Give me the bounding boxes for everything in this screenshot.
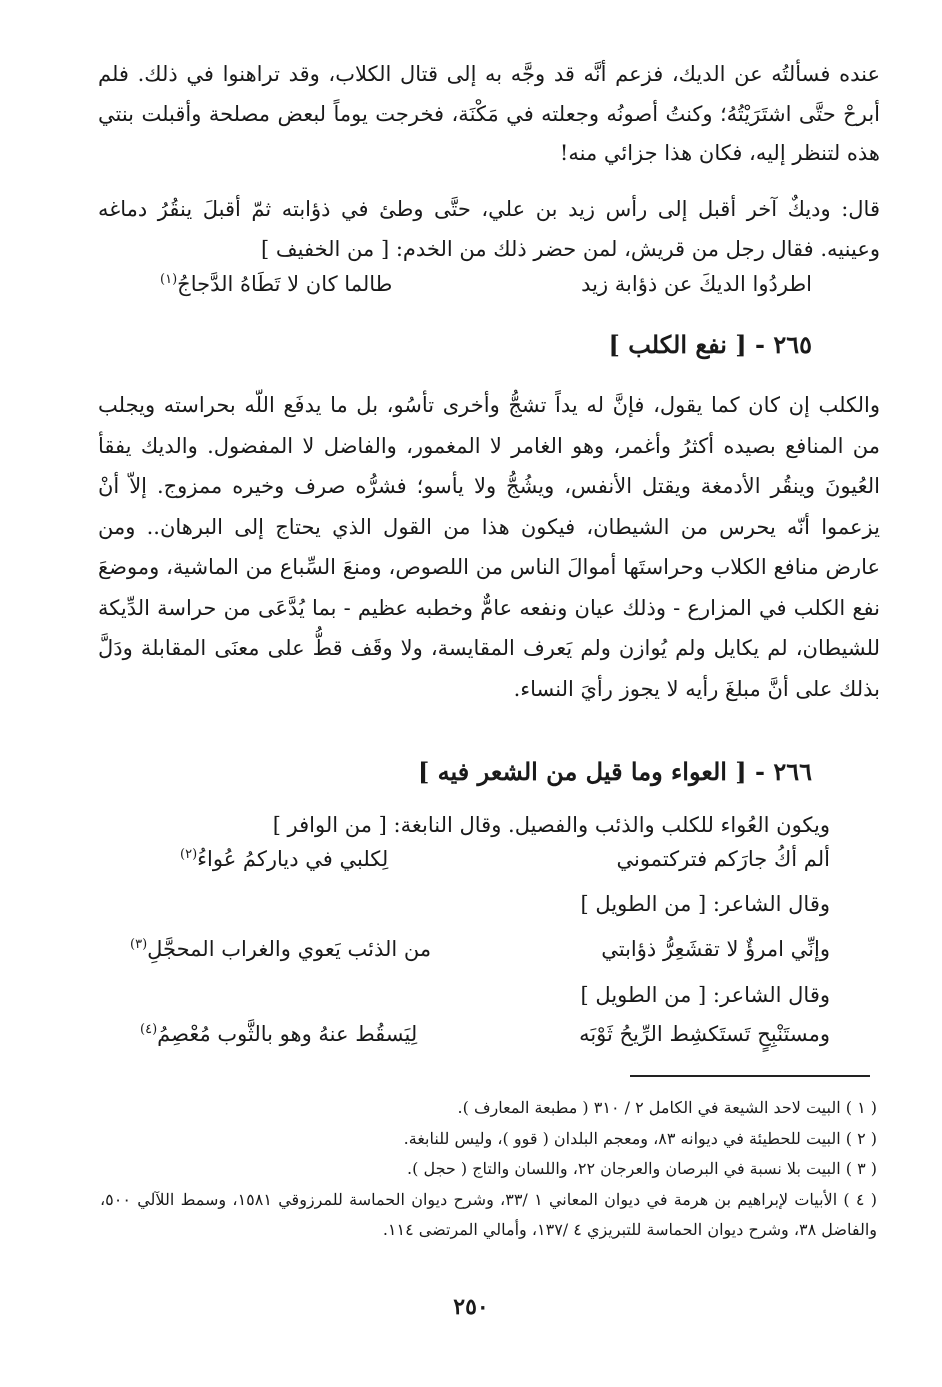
verse-line [140,1022,830,1062]
section-heading: ٢٦٦ - [ العواء وما قيل من الشعر فيه ] [417,757,812,786]
verse-hemistich-first: ألم أكُ جارَكم فتركتموني [616,847,830,871]
verse-hemistich-second [180,847,388,871]
paragraph: قال: وديكٌ آخر أقبل إلى رأس زيد بن علي، حتَّى وطئ في ذؤابته ثمّ أقبلَ ينقُرُ دماغه وعينيه. فقال رجل من قريش، لمن حضر ذلك من الخدم: [ من الخفيف ] [98,197,880,261]
verse-line [180,847,830,887]
verse-hemistich-second [130,937,431,961]
footnote-marker: (٣) [130,937,148,952]
verse-intro: وقال الشاعر: [ من الطويل ] [580,892,830,916]
paragraph: عنده فسألتُه عن الديك، فزعم أنَّه قد وجَّه به إلى قتال الكلاب، وقد تراهنوا في ذلك. فلم أبرحْ حتَّى اشتَرَيْتُهُ؛ وكنتُ أصونُه وجعلته في مَكْنَة، فخرجت يوماً لبعض مصلحة وأقبلت بنتي هذه لتنظر إليه، فكان هذا جزائي منه! [98,62,880,165]
verse-hemistich-first: وإنِّي امرؤٌ لا تقشَعِرُّ ذؤابتي [601,937,830,961]
footnote: ( ٤ ) الأبيات لإبراهيم بن هرمة في ديوان المعاني ١ /٣٣، وشرح ديوان الحماسة للمرزوقي ١٥٨١، وسمط اللآلي ٥٠٠، والفاضل ٣٨، وشرح ديوان الحماسة للتبريزي ٤ /١٣٧، وأمالي المرتضى ١١٤. [100,1189,878,1239]
section-heading: ٢٦٥ - [ نفع الكلب ] [608,330,812,359]
footnote-marker: (٤) [140,1022,158,1037]
paragraph: ويكون العُواء للكلب والذئب والفصيل. وقال النابغة: [ من الوافر ] [272,813,830,837]
verse-text: لِيَسقُط عنهُ وهو بالثَّوب مُعْصِمُ [157,1022,418,1046]
footnote: ( ٣ ) البيت بلا نسبة في البرصان والعرجان ٢٢، واللسان والتاج ( حجل ). [407,1159,877,1178]
verse-hemistich-first: ومستَنْبِحٍ تَستَكشِط الرِّيحُ ثَوْبَه [579,1022,830,1046]
footnote-marker: (١) [160,272,178,287]
footnote: ( ٢ ) البيت للحطيئة في ديوانه ٨٣، ومعجم البلدان ( قوو )، وليس للنابغة. [403,1128,877,1148]
verse-text: لِكلبي في دياركمُ عُواءُ [197,847,389,871]
verse-text: من الذئب يَعوي والغراب المحجَّلِ [147,937,432,961]
verse-line [160,272,812,312]
verse-text: طالما كان لا تَطَاهُ الدَّجاجُ [177,272,393,296]
footnote: ( ١ ) البيت لاحد الشيعة في الكامل ٢ / ٣١٠ ( مطبعة المعارف ). [457,1098,877,1117]
verse-hemistich-first: اطردُوا الديكَ عن ذؤابة زيد [581,272,812,296]
verse-hemistich-second [160,272,392,296]
verse-intro: وقال الشاعر: [ من الطويل ] [580,983,830,1007]
page-number: ٢٥٠ [453,1294,489,1320]
footnote-separator [630,1075,870,1077]
verse-hemistich-second [140,1022,417,1046]
footnote-marker: (٢) [180,847,198,862]
verse-line [130,937,830,977]
footnotes [100,1093,877,1246]
paragraph: والكلب إن كان كما يقول، فإنَّ له يداً تشجُّ وأخرى تأسُو، بل ما يدفَع اللّه بحراسته ويجلب من المنافع بصيده أكثرُ وأغمر، وهو الغامر لا المغمور، والفاضل لا المفضول. والديك يفقأ العُيونَ وينقُر الأدمغة ويقتل الأنفس، ويشُجُّ ولا يأسو؛ فشرُّه صرف وخيره ممزوج. إلاّ أنْ يزعموا أنّه يحرس من الشيطان، فيكون هذا من القول الذي يحتاج إلى البرهان.. ومن عارض منافع الكلاب وحراستَها أموالَ الناس من اللصوص، ومنعَ السِّباع من الماشية، وموضعَ نفع الكلب في المزارع - وذلك عيان ونفعه عامٌّ وخطبه عظيم - بما يُدَّعَى من حراسة الدِّيكة للشيطان، لم يكايل ولم يُوازن ولم يَعرف المقايسة، ولا وقَف قطُّ على معنَى المقابلة ودَلَّ بذلك على أنَّ مبلغَ رأيه لا يجوز رأيَ النساء. [98,393,880,701]
